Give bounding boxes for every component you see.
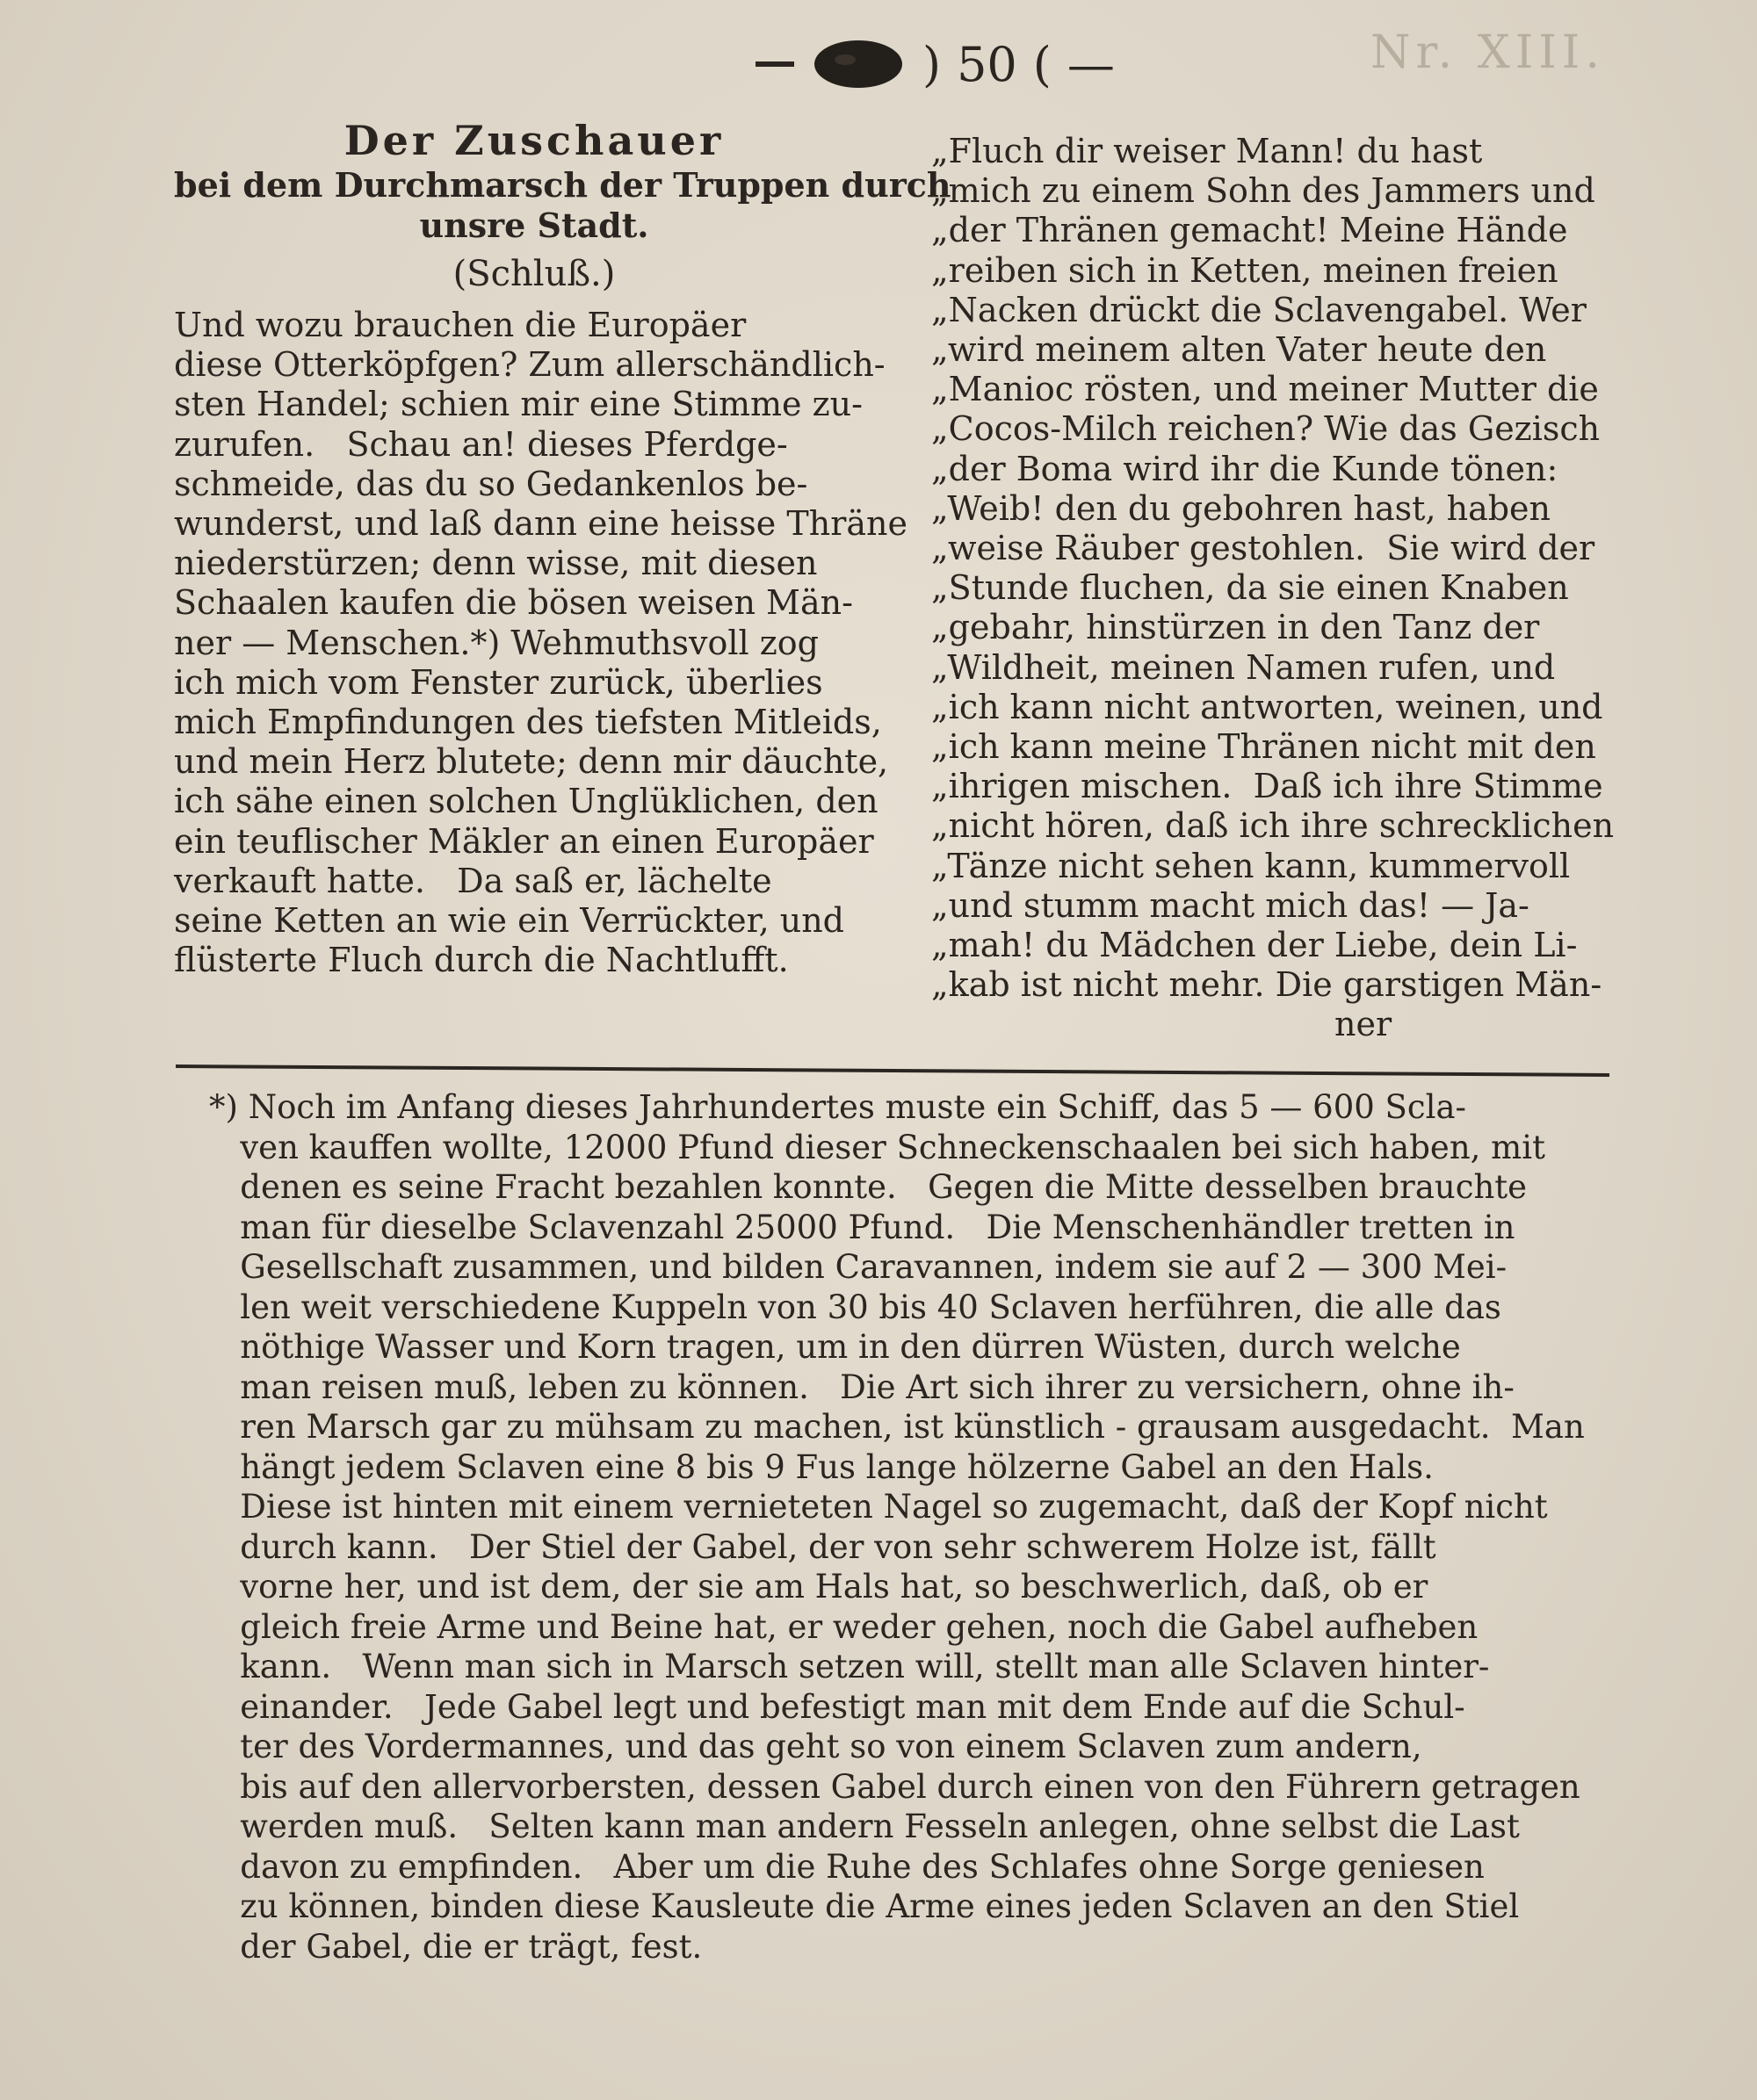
article-subtitle: bei dem Durchmarsch der Truppen durch unsre Stadt. [174,165,951,245]
ornament-icon [810,33,907,95]
page-number: 50 [957,36,1017,92]
left-column [174,116,951,980]
article-conclusion-marker: (Schluß.) [452,254,616,294]
article-heading [174,116,951,299]
right-column [931,132,1652,1045]
article-title: Der Zuschauer [343,117,725,164]
left-body-text: Und wozu brauchen die Europäer diese Otterköpfgen? Zum allerschändlich- sten Handel; schien mir eine Stimme zu- zurufen. Schau an! dieses Pferdge- schmeide, das du so Gedankenlos be- wunderst, und laß dann eine heisse Thräne niederstürzen; denn wisse, mit diesen Schaalen kaufen die bösen weisen Män- ner — Menschen.*) Wehmuthsvoll zog ich mich vom Fenster zurück, überlies mich Empfindungen des tiefsten Mitleids, und mein Herz blutete; denn mir däuchte, ich sähe einen solchen Unglüklichen, den ein teuflischer Mäkler an einen Europäer verkauft hatte. Da saß er, lächelte seine Ketten an wie ein Verrückter, und flüsterte Fluch durch die Nachtlufft. [174,306,907,980]
right-body-text: „Fluch dir weiser Mann! du hast „mich zu einem Sohn des Jammers und „der Thränen gemacht! Meine Hände „reiben sich in Ketten, meinen freien „Nacken drückt die Sclavengabel. Wer „wird meinem alten Vater heute den „Manioc rösten, und meiner Mutter die „Cocos-Milch reichen? Wie das Gezisch „der Boma wird ihr die Kunde tönen: „Weib! den du gebohren hast, haben „weise Räuber gestohlen. Sie wird der „Stunde fluchen, da sie einen Knaben „gebahr, hinstürzen in den Tanz der „Wildheit, meinen Namen rufen, und „ich kann nicht antworten, weinen, und „ich kann meine Thränen nicht mit den „ihrigen mischen. Daß ich ihre Stimme „nicht hören, daß ich ihre schrecklichen „Tänze nicht sehen kann, kummervoll „und stumm macht mich das! — Ja- „mah! du Mädchen der Liebe, dein Li- „kab ist nicht mehr. Die garstigen Män- ner [931,132,1615,1044]
bleed-through-text: Nr. XIII. [1370,26,1605,79]
header-left-paren: ) [922,36,942,92]
header-right-paren: ( [1032,36,1052,92]
header-dash-right: — [1066,36,1115,92]
footnote-text: *) Noch im Anfang dieses Jahrhundertes muste ein Schiff, das 5 — 600 Scla- ven kauffen wollte, 12000 Pfund dieser Schneckenschaalen bei sich haben, mit denen es seine Fracht bezahlen konnte. Gegen die Mitte desselben brauchte man für dieselbe Sclavenzahl 25000 Pfund. Die Menschenhändler tretten in Gesellschaft zusammen, und bilden Caravannen, indem sie auf 2 — 300 Mei- len weit verschiedene Kuppeln von 30 bis 40 Sclaven herführen, die alle das nöthige Wasser und Korn tragen, um in den dürren Wüsten, durch welche man reisen muß, leben zu können. Die Art sich ihrer zu versichern, ohne ih- ren Marsch gar zu mühsam zu machen, ist künstlich - grausam ausgedacht. Man hängt jedem Sclaven eine 8 bis 9 Fus lange hölzerne Gabel an den Hals. Diese ist hinten mit einem vernieteten Nagel so zugemacht, daß der Kopf nicht durch kann. Der Stiel der Gabel, der von sehr schwerem Holze ist, fällt vorne her, und ist dem, der sie am Hals hat, so beschwerlich, daß, ob er gleich freie Arme und Beine hat, er weder gehen, noch die Gabel aufheben kann. Wenn man sich in Marsch setzen will, stellt man alle Sclaven hinter- einander. Jede Gabel legt und befestigt man mit dem Ende auf die Schul- ter des Vordermannes, und das geht so von einem Sclaven zum andern, bis auf den allervorbersten, dessen Gabel durch einen von den Führern getragen werden muß. Selten kann man andern Fesseln anlegen, ohne selbst die Last davon zu empfinden. Aber um die Ruhe des Schlafes ohne Sorge geniesen zu können, binden diese Kausleute die Arme eines jeden Sclaven an den Stiel der Gabel, die er trägt, fest. [209,1088,1585,1966]
footnote-divider [176,1064,1609,1077]
page-header [756,25,1124,104]
header-dash-left [756,61,794,67]
